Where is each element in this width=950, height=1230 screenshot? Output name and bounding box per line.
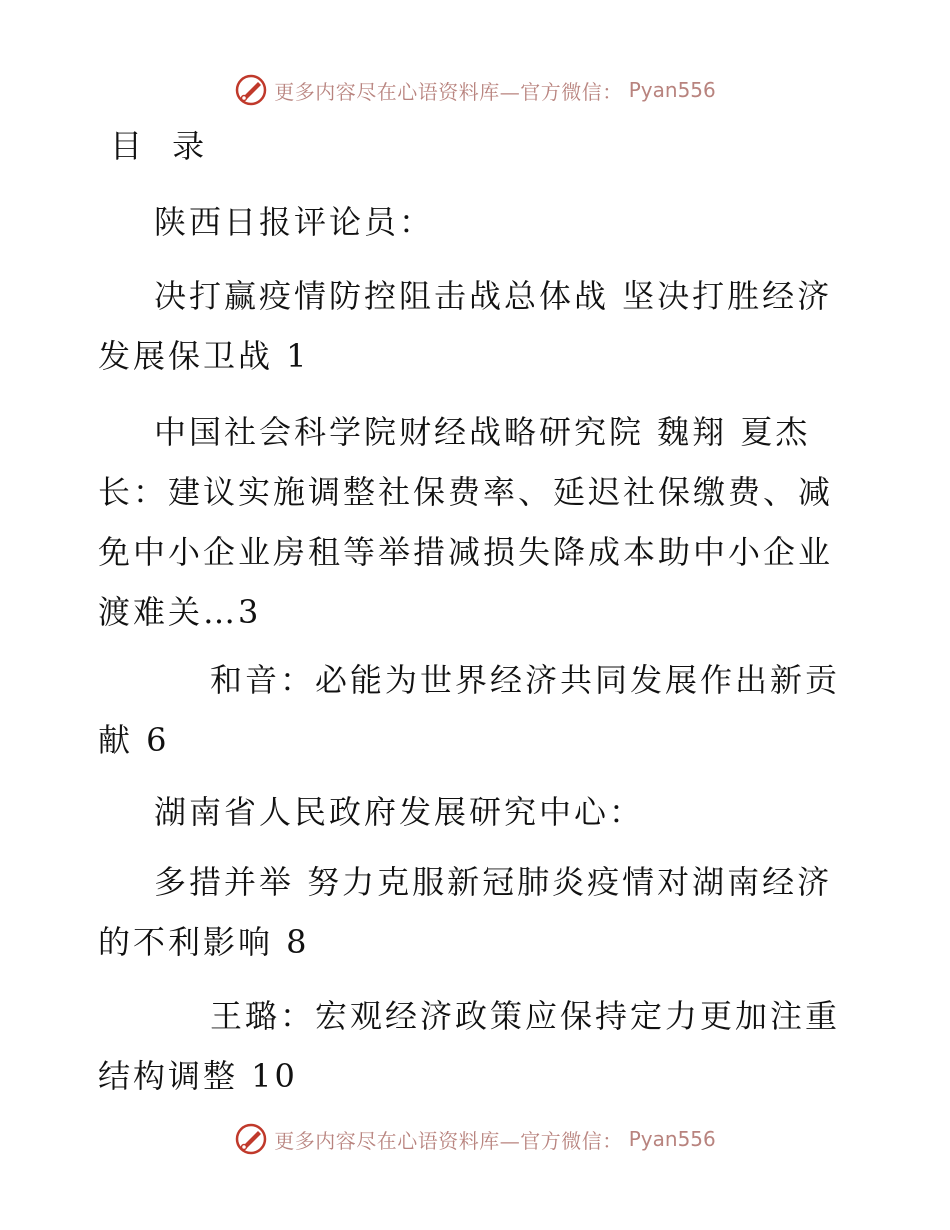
toc-entry: 湖南省人民政府发展研究中心： <box>154 793 645 831</box>
toc-entry: 和音：必能为世界经济共同发展作出新贡献 6 <box>98 661 841 759</box>
toc-heading: 目 录 <box>110 127 215 165</box>
toc-entry: 多措并举 努力克服新冠肺炎疫情对湖南经济的不利影响 8 <box>98 863 833 961</box>
watermark-wechat-id: Pyan556 <box>628 1127 716 1151</box>
watermark-text: 更多内容尽在心语资料库—官方微信： <box>274 1128 623 1153</box>
logo-icon <box>234 73 268 107</box>
logo-icon <box>234 1122 268 1156</box>
header-watermark <box>0 68 950 112</box>
watermark-text: 更多内容尽在心语资料库—官方微信： <box>274 79 623 104</box>
toc-entry: 中国社会科学院财经战略研究院 魏翔 夏杰长：建议实施调整社保费率、延迟社保缴费、减免中小企业房租等举措减损失降成本助中小企业渡难关…3 <box>98 413 834 631</box>
toc-entry: 王璐：宏观经济政策应保持定力更加注重结构调整 10 <box>98 997 841 1095</box>
toc-entry: 陕西日报评论员： <box>154 203 435 241</box>
toc-entry: 决打赢疫情防控阻击战总体战 坚决打胜经济发展保卫战 1 <box>98 277 833 375</box>
watermark-wechat-id: Pyan556 <box>628 78 716 102</box>
footer-watermark <box>0 1117 950 1161</box>
